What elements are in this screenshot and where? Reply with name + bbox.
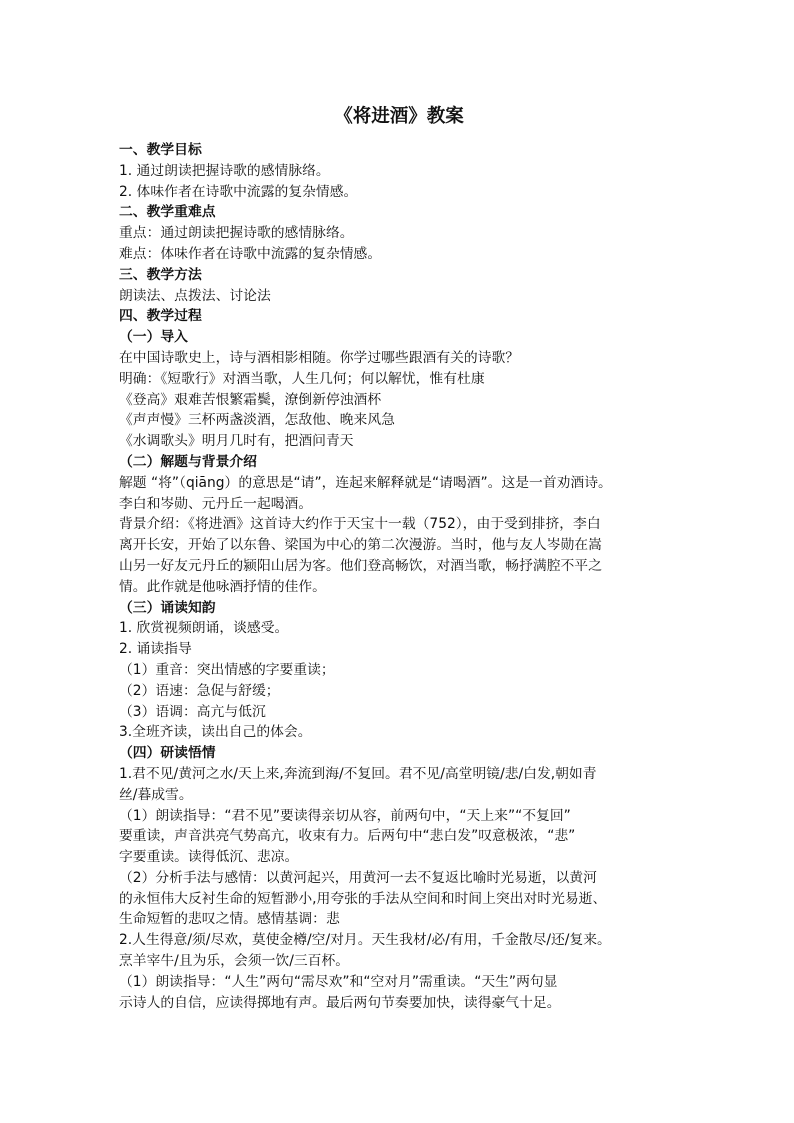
document-page <box>119 104 679 1013</box>
body-text-line: 李白和岑勋、元丹丘一起喝酒。 <box>119 495 313 512</box>
body-text-line: 要重读，声音洪亮气势高亢，收束有力。后两句中“悲白发”叹意极浓，“悲” <box>119 828 576 845</box>
body-text-line: （2）分析手法与感情：以黄河起兴，用黄河一去不复返比喻时光易逝，以黄河 <box>119 869 597 886</box>
subsection-heading: （一）导入 <box>119 329 188 346</box>
subsection-heading: （四）研读悟情 <box>119 745 216 762</box>
body-text-line: 在中国诗歌史上，诗与酒相影相随。你学过哪些跟酒有关的诗歌？ <box>119 349 520 366</box>
body-text-line: 重点：通过朗读把握诗歌的感情脉络。 <box>119 225 354 242</box>
document-title: 《将进酒》教案 <box>334 106 464 127</box>
body-text-line: 2. 诵读指导 <box>119 641 192 658</box>
subsection-heading: （三）诵读知韵 <box>119 599 216 616</box>
body-text-line: 解题 “将”（qiāng）的意思是“请”，连起来解释就是“请喝酒”。这是一首劝酒诗。 <box>119 474 612 491</box>
body-text-line: 丝/暮成雪。 <box>119 786 193 803</box>
subsection-heading: （二）解题与背景介绍 <box>119 453 257 470</box>
body-text-line: 2.人生得意/须/尽欢，莫使金樽/空/对月。天生我材/必/有用，千金散尽/还/复来。 <box>119 932 611 949</box>
body-text-line: 烹羊宰牛/且为乐，会须一饮/三百杯。 <box>119 953 350 970</box>
body-text-line: 山另一好友元丹丘的颍阳山居为客。他们登高畅饮，对酒当歌，畅抒满腔不平之 <box>119 557 602 574</box>
body-text-line: 3.全班齐读，读出自己的体会。 <box>119 724 312 741</box>
body-text-line: 《声声慢》三杯两盏淡酒，怎敌他、晚来风急 <box>119 412 395 429</box>
body-text-line: 《登高》艰难苦恨繁霜鬓，潦倒新停浊酒杯 <box>119 391 382 408</box>
body-text-line: 的永恒伟大反衬生命的短暂渺小,用夸张的手法从空间和时间上突出对时光易逝、 <box>119 890 607 907</box>
body-text-line: 示诗人的自信，应读得掷地有声。最后两句节奏要加快，读得豪气十足。 <box>119 994 561 1011</box>
body-text-line: 字要重读。读得低沉、悲凉。 <box>119 849 299 866</box>
body-text-line: 情。此作就是他咏酒抒情的佳作。 <box>119 578 326 595</box>
body-text-line: 1. 欣赏视频朗诵，谈感受。 <box>119 620 289 637</box>
body-text-line: 明确：《短歌行》对酒当歌，人生几何；何以解忧，惟有杜康 <box>119 370 485 387</box>
section-heading: 一、教学目标 <box>119 142 202 158</box>
body-text-line: （1）重音：突出情感的字要重读； <box>119 661 335 678</box>
body-text-line: 1. 通过朗读把握诗歌的感情脉络。 <box>119 162 330 179</box>
body-text-line: （2）语速：急促与舒缓； <box>119 682 280 699</box>
body-text-line: （1）朗读指导：“人生”两句“需尽欢”和“空对月”需重读。“天生”两句显 <box>119 973 558 990</box>
body-text-line: （1）朗读指导：“君不见”要读得亲切从容，前两句中，“天上来”“不复回” <box>119 807 571 824</box>
body-text-line: （3）语调：高亢与低沉 <box>119 703 266 720</box>
body-text-line: 生命短暂的悲叹之情。感情基调：悲 <box>119 911 340 928</box>
body-text-line: 朗读法、点拨法、讨论法 <box>119 287 271 304</box>
document-body <box>119 140 679 1013</box>
body-text-line: 1.君不见/黄河之水/天上来,奔流到海/不复回。君不见/高堂明镜/悲/白发,朝如青 <box>119 765 597 782</box>
section-heading: 四、教学过程 <box>119 308 202 325</box>
body-text-line: 离开长安，开始了以东鲁、梁国为中心的第二次漫游。当时，他与友人岑勋在嵩 <box>119 537 602 554</box>
section-heading: 二、教学重难点 <box>119 204 216 221</box>
section-heading: 三、教学方法 <box>119 266 202 283</box>
body-text-line: 难点：体味作者在诗歌中流露的复杂情感。 <box>119 245 382 262</box>
body-text-line: 《水调歌头》明月几时有，把酒问青天 <box>119 433 354 450</box>
body-text-line: 2. 体味作者在诗歌中流露的复杂情感。 <box>119 183 358 200</box>
body-text-line: 背景介绍：《将进酒》这首诗大约作于天宝十一载（752），由于受到排挤，李白 <box>119 516 601 533</box>
